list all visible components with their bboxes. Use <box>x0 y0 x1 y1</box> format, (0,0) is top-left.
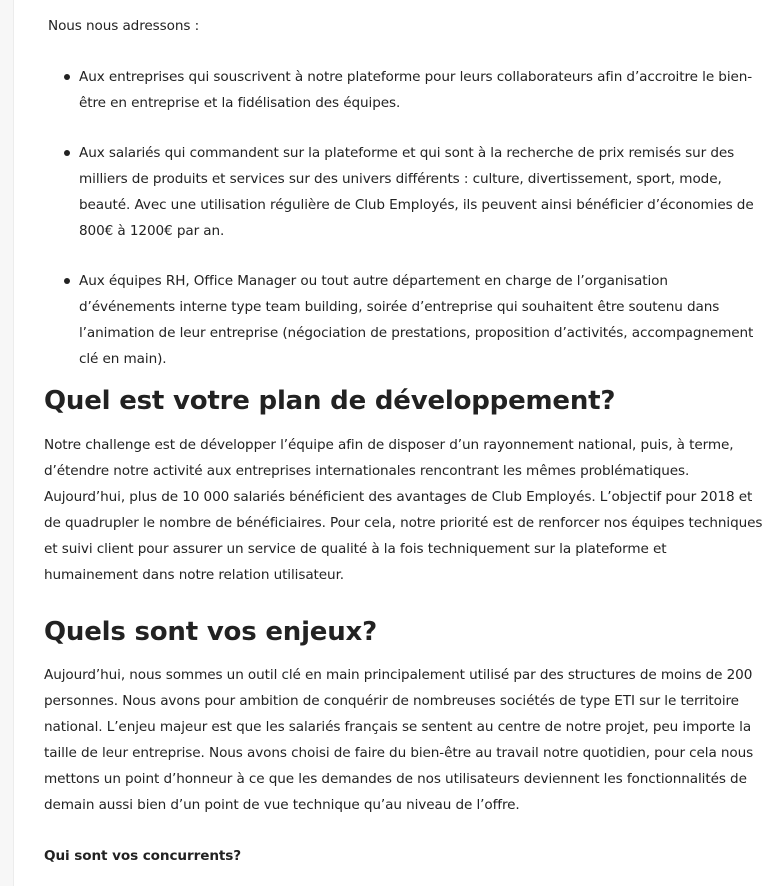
section-body-challenges: Aujourd’hui, nous sommes un outil clé en main principalement utilisé par des structures de moins de 200 personnes. Nous avons pour ambition de conquérir de nombreuses sociétés de type ETI sur le territoire national. L’enjeu majeur est que les salariés français se sentent au centre de notre projet, peu importe la taille de leur entreprise. Nous avons choisi de faire du bien-être au travail notre quotidien, pour cela nous mettons un point d’honneur à ce que les demandes de nos utilisateurs deviennent les fonctionnalités de demain aussi bien d’un point de vue technique qu’au niveau de l’offre. <box>44 667 754 813</box>
list-item <box>64 64 754 116</box>
list-item-text: Aux équipes RH, Office Manager ou tout autre département en charge de l’organisation d’événements interne type team building, soirée d’entreprise qui souhaitent être soutenu dans l’animation de leur entreprise (négociation de prestations, proposition d’activités, accompagnement clé en main). <box>79 273 754 367</box>
list-item-text: Aux entreprises qui souscrivent à notre plateforme pour leurs collaborateurs afin d’accroitre le bien-être en entreprise et la fidélisation des équipes. <box>79 69 753 111</box>
list-item-text: Aux salariés qui commandent sur la plateforme et qui sont à la recherche de prix remisés sur des milliers de produits et services sur des univers différents : culture, divertissement, sport, mode, beauté. Avec une utilisation régulière de Club Employés, ils peuvent ainsi bénéficier d’économies de 800€ à 1200€ par an. <box>79 145 754 239</box>
bullet-dot-icon <box>64 278 70 284</box>
section-heading-development-plan: Quel est votre plan de développement? <box>44 386 616 416</box>
section-body-development-plan: Notre challenge est de développer l’équipe afin de disposer d’un rayonnement national, puis, à terme, d’étendre notre activité aux entreprises internationales rencontrant les mêmes problématiques. Aujourd’hui, plus de 10 000 salariés bénéficient des avantages de Club Employés. L’objectif pour 2018 et de quadrupler le nombre de bénéficiaires. Pour cela, notre priorité est de renforcer nos équipes techniques et suivi client pour assurer un service de qualité à la fois techniquement sur la plateforme et humainement dans notre relation utilisateur. <box>44 437 763 583</box>
article-content <box>14 0 780 886</box>
list-item <box>64 268 754 372</box>
list-item <box>64 140 754 244</box>
subheading-competitors: Qui sont vos concurrents? <box>44 848 242 864</box>
bullet-dot-icon <box>64 150 70 156</box>
bullet-dot-icon <box>64 74 70 80</box>
intro-text: Nous nous adressons : <box>48 18 200 34</box>
section-heading-challenges: Quels sont vos enjeux? <box>44 617 378 647</box>
audience-list <box>64 64 754 396</box>
